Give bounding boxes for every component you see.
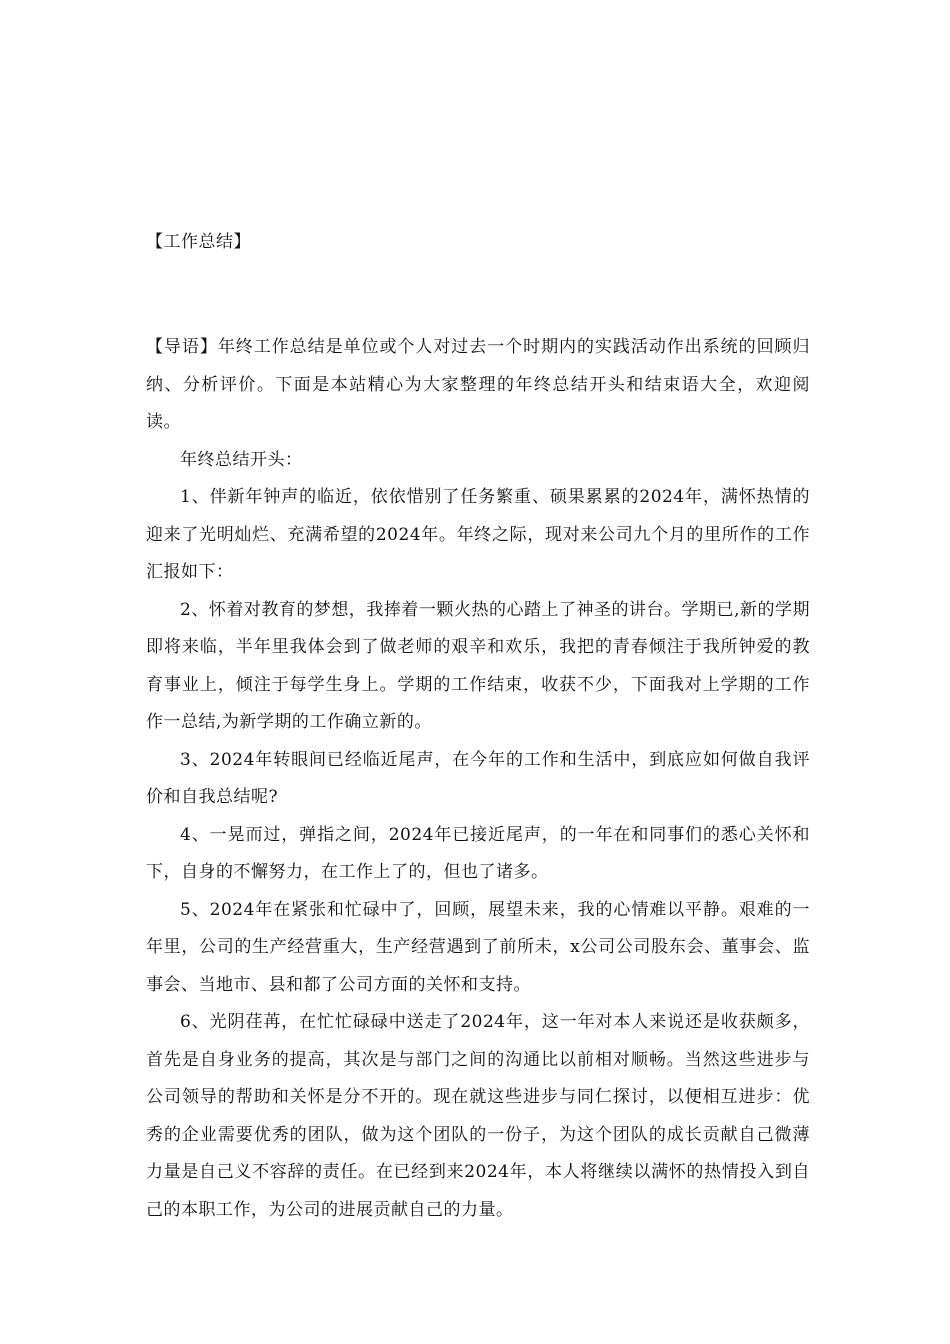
paragraph-item-4: 4、一晃而过，弹指之间，2024年已接近尾声，的一年在和同事们的悉心关怀和下，自身的不懈努力，在工作上了的，但也了诸多。 (146, 824, 810, 882)
paragraph-item-3: 3、2024年转眼间已经临近尾声，在今年的工作和生活中，到底应如何做自我评价和自我总结呢? (146, 749, 810, 807)
section-tag: 【工作总结】 (146, 232, 251, 252)
subheading-opening: 年终总结开头： (180, 449, 303, 470)
paragraph-item-1: 1、伴新年钟声的临近，依依惜别了任务繁重、硕果累累的2024年，满怀热情的迎来了光明灿烂、充满希望的2024年。年终之际，现对来公司九个月的里所作的工作汇报如下： (146, 487, 810, 582)
intro-paragraph: 【导语】年终工作总结是单位或个人对过去一个时期内的实践活动作出系统的回顾归纳、分析评价。下面是本站精心为大家整理的年终总结开头和结束语大全，欢迎阅读。 (146, 337, 810, 432)
paragraph-item-6: 6、光阴荏苒，在忙忙碌碌中送走了2024年，这一年对本人来说还是收获颇多，首先是自身业务的提高，其次是与部门之间的沟通比以前相对顺畅。当然这些进步与公司领导的帮助和关怀是分不开的。现在就这些进步与同仁探讨，以便相互进步：优秀的企业需要优秀的团队，做为这个团队的一份子，为这个团队的成长贡献自己微薄力量是自己义不容辞的责任。在已经到来2024年，本人将继续以满怀的热情投入到自己的本职工作，为公司的进展贡献自己的力量。 (146, 1012, 810, 1220)
paragraph-item-5: 5、2024年在紧张和忙碌中了，回顾，展望未来，我的心情难以平静。艰难的一年里，公司的生产经营重大，生产经营遇到了前所未，x公司公司股东会、董事会、监事会、当地市、县和都了公司方面的关怀和支持。 (146, 899, 810, 995)
paragraph-item-2: 2、怀着对教育的梦想，我捧着一颗火热的心踏上了神圣的讲台。学期已,新的学期即将来临，半年里我体会到了做老师的艰辛和欢乐，我把的青春倾注于我所钟爱的教育事业上，倾注于每学生身上。学期的工作结束，收获不少，下面我对上学期的工作作一总结,为新学期的工作确立新的。 (146, 599, 810, 732)
document-body (146, 329, 810, 1229)
